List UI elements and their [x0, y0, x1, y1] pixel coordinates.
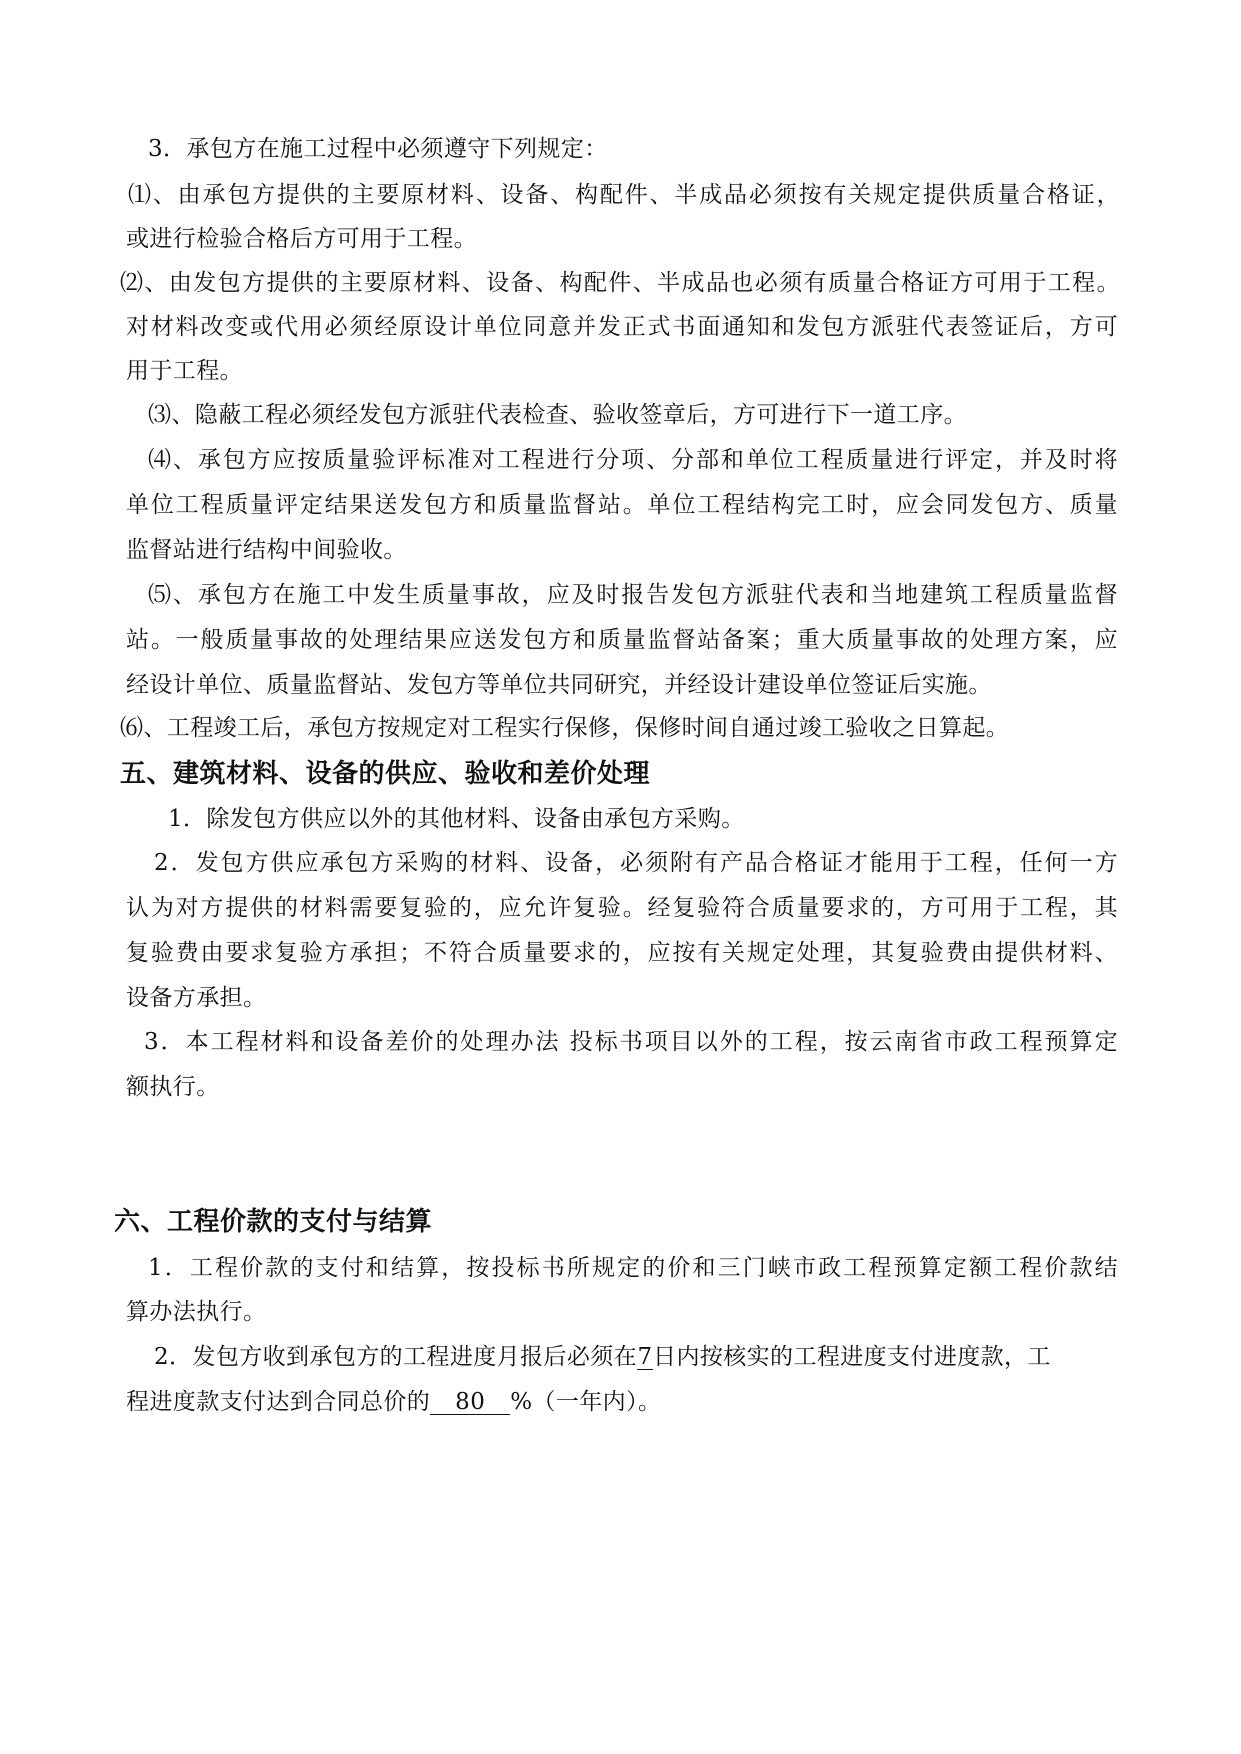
- section-5-item-3-line-2: 额执行。: [126, 1074, 220, 1100]
- payment-terms-text-pre: 2．发包方收到承包方的工程进度月报后必须在: [154, 1344, 638, 1370]
- clause-4-line-3: 监督站进行结构中间验收。: [126, 537, 407, 563]
- payment-terms-text-post: 日内按核实的工程进度支付进度款，工: [653, 1344, 1051, 1370]
- progress-payment-text-pre: 程进度款支付达到合同总价的: [126, 1389, 431, 1415]
- section-6-heading: 六、工程价款的支付与结算: [114, 1207, 433, 1237]
- section-6-item-1-line-1: 1．工程价款的支付和结算，按投标书所规定的价和三门峡市政工程预算定额工程价款结: [148, 1255, 1118, 1281]
- section-5-item-2-line-3: 复验费由要求复验方承担；不符合质量要求的，应按有关规定处理，其复验费由提供材料、: [126, 940, 1118, 966]
- progress-payment-percent-value: 80: [430, 1390, 510, 1415]
- clause-2-line-1: ⑵、由发包方提供的主要原材料、设备、构配件、半成品也必须有质量合格证方可用于工程。: [120, 270, 1120, 296]
- clause-2-line-3: 用于工程。: [126, 358, 243, 384]
- section-5-item-1: 1．除发包方供应以外的其他材料、设备由承包方采购。: [168, 806, 745, 832]
- section-6-item-1-line-2: 算办法执行。: [126, 1299, 267, 1325]
- section-5-heading: 五、建筑材料、设备的供应、验收和差价处理: [120, 759, 651, 789]
- clause-1-line-1: ⑴、由承包方提供的主要原材料、设备、构配件、半成品必须按有关规定提供质量合格证，: [128, 182, 1120, 208]
- clause-6-line-1: ⑹、工程竣工后，承包方按规定对工程实行保修，保修时间自通过竣工验收之日算起。: [120, 715, 1010, 741]
- clause-4-line-2: 单位工程质量评定结果送发包方和质量监督站。单位工程结构完工时，应会同发包方、质量: [126, 492, 1118, 518]
- section-6-item-2-line-1: [154, 1342, 1051, 1372]
- section-5-item-2-line-1: 2．发包方供应承包方采购的材料、设备，必须附有产品合格证才能用于工程，任何一方: [154, 850, 1118, 876]
- clause-2-line-2: 对材料改变或代用必须经原设计单位同意并发正式书面通知和发包方派驻代表签证后，方可: [126, 314, 1118, 340]
- clause-1-line-2: 或进行检验合格后方可用于工程。: [126, 226, 477, 252]
- clause-5-line-1: ⑸、承包方在施工中发生质量事故，应及时报告发包方派驻代表和当地建筑工程质量监督: [148, 582, 1118, 608]
- clause-5-line-3: 经设计单位、质量监督站、发包方等单位共同研究，并经设计建设单位签证后实施。: [126, 672, 992, 698]
- clause-3-line-1: ⑶、隐蔽工程必须经发包方派驻代表检查、验收签章后，方可进行下一道工序。: [148, 402, 967, 428]
- section-6-item-2-line-2: [126, 1387, 661, 1417]
- payment-days-value: 7: [637, 1344, 653, 1370]
- section-5-item-3-line-1: 3．本工程材料和设备差价的处理办法 投标书项目以外的工程，按云南省市政工程预算定: [144, 1029, 1118, 1055]
- section-5-item-2-line-4: 设备方承担。: [126, 985, 267, 1011]
- section-5-item-2-line-2: 认为对方提供的材料需要复验的，应允许复验。经复验符合质量要求的，方可用于工程，其: [126, 895, 1118, 921]
- clause-4-line-1: ⑷、承包方应按质量验评标准对工程进行分项、分部和单位工程质量进行评定，并及时将: [148, 447, 1118, 473]
- clause-5-line-2: 站。一般质量事故的处理结果应送发包方和质量监督站备案；重大质量事故的处理方案，应: [126, 627, 1118, 653]
- item3-intro: 3．承包方在施工过程中必须遵守下列规定：: [148, 136, 608, 162]
- progress-payment-text-post: %（一年内）。: [510, 1389, 662, 1415]
